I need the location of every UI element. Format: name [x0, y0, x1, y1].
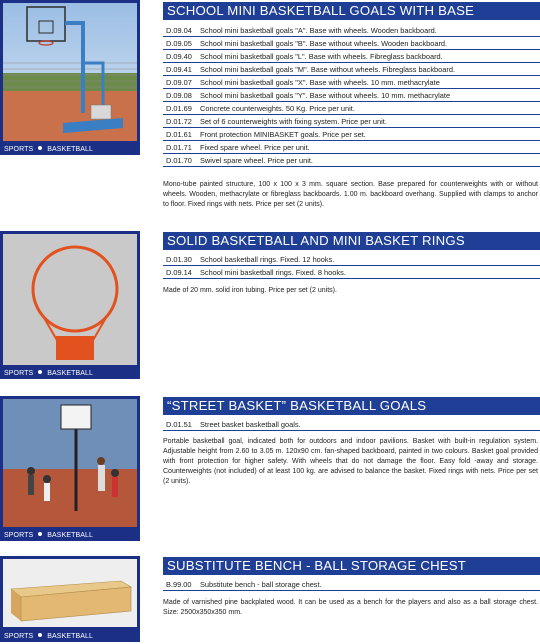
product-code-list	[163, 24, 540, 167]
product-row	[163, 63, 540, 76]
caption-subcategory: BASKETBALL	[47, 633, 94, 640]
product-row	[163, 266, 540, 279]
product-text: Fixed spare wheel. Price per unit.	[200, 143, 310, 152]
product-code: D.01.69	[166, 104, 192, 113]
product-row	[163, 128, 540, 141]
mini-basketball-goal-image	[3, 3, 137, 141]
product-code: D.09.14	[166, 268, 192, 277]
product-text: School mini basketball goals "M". Base without wheels. Fibreglass backboard.	[200, 65, 456, 74]
storage-chest-image	[3, 559, 137, 627]
product-text: School mini basketball rings. Fixed. 8 hooks.	[200, 268, 346, 277]
caption-category: SPORTS	[4, 633, 34, 640]
product-code: D.09.08	[166, 91, 192, 100]
product-row	[163, 89, 540, 102]
product-photo-street-basket	[0, 396, 140, 541]
product-row	[163, 141, 540, 154]
product-photo-rings	[0, 231, 140, 379]
section-title: SUBSTITUTE BENCH - BALL STORAGE CHEST	[163, 557, 540, 575]
product-text: School mini basketball goals "A". Base with wheels. Wooden backboard.	[200, 26, 437, 35]
product-code-list	[163, 578, 540, 591]
caption-category: SPORTS	[4, 146, 34, 153]
product-section-bench	[0, 556, 540, 644]
product-row	[163, 37, 540, 50]
bullet-dot-icon	[38, 146, 42, 150]
product-code: B.99.00	[166, 580, 192, 589]
product-text: School mini basketball goals "X". Base with wheels. 10 mm. methacrylate	[200, 78, 440, 87]
section-description: Portable basketball goal, indicated both for outdoors and indoor pavilions. Basket with built-in regulation system. Adjustable height from 2.60 to 3.05 m. 120x90 cm. fan-shaped backboard, painted in two colours. Basket goal provided with front protection for higher safety. With wheels that do not damage the floor. Easy fold -away and storage. Counterweights (not included) of at least 100 kg. are advised to balance the basket. Fixed rings with nets. Price per set (2 units).	[163, 438, 538, 485]
product-code: D.01.72	[166, 117, 192, 126]
product-code: D.09.41	[166, 65, 192, 74]
bullet-dot-icon	[38, 370, 42, 374]
product-code: D.09.05	[166, 39, 192, 48]
caption-subcategory: BASKETBALL	[47, 532, 94, 539]
product-row	[163, 418, 540, 431]
product-text: School mini basketball goals "L". Base with wheels. Fibreglass backboard.	[200, 52, 443, 61]
product-code: D.09.07	[166, 78, 192, 87]
product-row	[163, 115, 540, 128]
section-description: Made of 20 mm. solid iron tubing. Price per set (2 units).	[163, 287, 337, 294]
product-code: D.09.40	[166, 52, 192, 61]
section-description: Made of varnished pine backplated wood. It can be used as a bench for the players and also as a ball storage chest. Size: 2500x350x350 mm.	[163, 599, 538, 616]
product-section-rings	[0, 231, 540, 379]
section-description: Mono-tube painted structure, 100 x 100 x 3 mm. square section. Base prepared for counterweights with or without wheels. Wooden, methacrylate or fibreglass backboards. 1.00 m. backboard overhang. Supplied with clamps to anchor to floor. Fixed rings with nets. Price per set (2 units).	[163, 181, 538, 208]
photo-caption	[4, 370, 93, 377]
basketball-ring-image	[3, 234, 137, 365]
product-code: D.01.70	[166, 156, 192, 165]
product-text: Swivel spare wheel. Price per unit.	[200, 156, 313, 165]
bullet-dot-icon	[38, 532, 42, 536]
product-code-list	[163, 418, 540, 431]
photo-caption	[4, 146, 93, 153]
product-row	[163, 76, 540, 89]
product-section-mini-goals	[0, 0, 540, 225]
photo-caption	[4, 532, 93, 539]
product-photo-mini-goals	[0, 0, 140, 155]
caption-subcategory: BASKETBALL	[47, 146, 94, 153]
product-text: School basketball rings. Fixed. 12 hooks.	[200, 255, 335, 264]
product-text: Concrete counterweights. 50 Kg. Price per unit.	[200, 104, 355, 113]
product-text: School mini basketball goals "Y". Base without wheels. 10 mm. methacrylate	[200, 91, 451, 100]
section-title: “STREET BASKET” BASKETBALL GOALS	[163, 397, 540, 415]
product-code: D.01.51	[166, 420, 192, 429]
section-title: SCHOOL MINI BASKETBALL GOALS WITH BASE	[163, 2, 540, 20]
product-photo-bench	[0, 556, 140, 642]
product-text: Street basket basketball goals.	[200, 420, 301, 429]
product-row	[163, 578, 540, 591]
caption-category: SPORTS	[4, 532, 34, 539]
product-code: D.01.61	[166, 130, 192, 139]
section-title: SOLID BASKETBALL AND MINI BASKET RINGS	[163, 232, 540, 250]
product-code: D.09.04	[166, 26, 192, 35]
product-row	[163, 253, 540, 266]
photo-caption	[4, 633, 93, 640]
product-section-street-basket	[0, 396, 540, 541]
product-row	[163, 24, 540, 37]
product-row	[163, 154, 540, 167]
product-code-list	[163, 253, 540, 279]
street-basket-image	[3, 399, 137, 527]
product-code: D.01.30	[166, 255, 192, 264]
caption-subcategory: BASKETBALL	[47, 370, 94, 377]
caption-category: SPORTS	[4, 370, 34, 377]
bullet-dot-icon	[38, 633, 42, 637]
product-text: Front protection MINIBASKET goals. Price per set.	[200, 130, 366, 139]
product-code: D.01.71	[166, 143, 192, 152]
product-text: Substitute bench - ball storage chest.	[200, 580, 322, 589]
product-text: Set of 6 counterweights with fixing system. Price per unit.	[200, 117, 387, 126]
product-row	[163, 102, 540, 115]
product-text: School mini basketball goals "B". Base without wheels. Wooden backboard.	[200, 39, 448, 48]
product-row	[163, 50, 540, 63]
